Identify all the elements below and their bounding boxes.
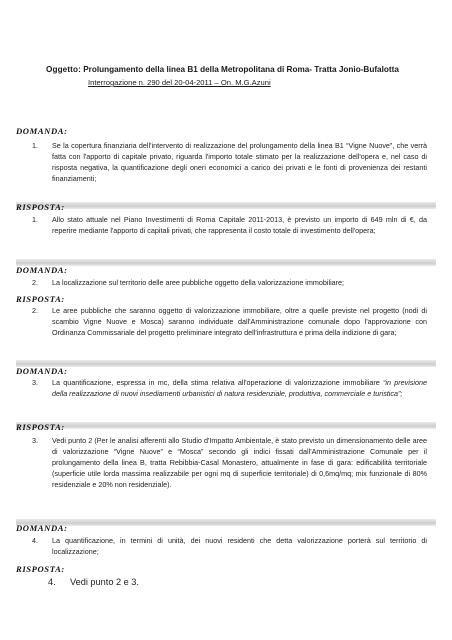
domanda-label-4: DOMANDA: [16, 523, 68, 533]
domanda-item-2 [32, 278, 427, 289]
domanda-label-2: DOMANDA: [16, 265, 68, 275]
risposta-label-4: RISPOSTA: [16, 564, 65, 574]
section-divider [16, 202, 436, 209]
item-text: La quantificazione, in termini di unità, dei nuovi residenti che detta valorizzazione porterà sul territorio di localizzazione; [52, 536, 427, 556]
subject-label: Oggetto: [46, 65, 81, 74]
section-divider [16, 259, 436, 266]
subject-text: Prolungamento della linea B1 della Metropolitana di Roma- Tratta Jonio-Bufalotta [83, 65, 399, 74]
domanda-item-1 [32, 141, 427, 185]
item-text: Allo stato attuale nel Piano Investimenti di Roma Capitale 2011-2013, è previsto un importo di 649 mln di €, da reperire mediante l'apporto di capitali privati, che rappresenta il costo totale di investimento dell'opera; [52, 215, 427, 235]
item-number: 3. [32, 436, 38, 445]
item-number: 1. [32, 141, 38, 150]
item-number: 1. [32, 215, 38, 224]
item-number: 4. [32, 536, 38, 545]
domanda-item-3 [32, 378, 427, 400]
domanda-label-1: DOMANDA: [16, 126, 68, 136]
item-text [52, 378, 427, 400]
interrogation-reference: Interrogazione n. 290 del 20-04-2011 – On. M.G.Azuni [88, 78, 271, 87]
subject-line [46, 64, 426, 75]
section-divider [16, 422, 436, 429]
risposta-label-3: RISPOSTA: [16, 422, 65, 432]
item-number: 2. [32, 278, 38, 287]
item-text: Le aree pubbliche che saranno oggetto di valorizzazione immobiliare, oltre a quelle previste nel progetto (nodi di scambio Vigne Nuove e Mosca) saranno individuate dall'Amministrazione comunale dopo l'approvazione con Ordinanza Commissariale del progetto preliminare integrato dell'infrastruttura e prima della indizione di gara; [52, 306, 427, 337]
item-text: Vedi punto 2 e 3. [70, 577, 139, 587]
item-text: Se la copertura finanziaria dell'intervento di realizzazione del prolungamento della linea B1 “Vigne Nuove”, che verrà fatta con l'apporto di capitale privato, riguarda l'importo totale stimato per la realizzazione dell'opera e, nel caso di risposta negativa, la quantificazione degli oneri economici a carico dei privati e le fonti di provenienza dei restanti finanziamenti; [52, 141, 427, 183]
risposta-label-1: RISPOSTA: [16, 202, 65, 212]
risposta-item-3 [32, 436, 427, 491]
section-divider [16, 519, 436, 526]
risposta-item-1 [32, 215, 427, 237]
item-text-regular: La quantificazione, espressa in mc, della stima relativa all'operazione di valorizzazione immobiliare [52, 378, 380, 387]
domanda-label-3: DOMANDA: [16, 366, 68, 376]
risposta-item-2 [32, 306, 427, 339]
section-divider [16, 360, 436, 367]
domanda-item-4 [32, 536, 427, 558]
item-number: 2. [32, 306, 38, 315]
item-text-italic: “in previsione della realizzazione di nuovi insediamenti urbanistici di natura residenziale, produttiva, commerciale e turistica”; [52, 378, 427, 398]
item-number: 3. [32, 378, 38, 387]
item-number: 4. [48, 577, 56, 587]
item-text: Vedi punto 2 (Per le analisi afferenti allo Studio d'Impatto Ambientale, è stato previsto un dimensionamento delle aree di valorizzazione “Vigne Nuove” e “Mosca” secondo gli indici fissati dall'Amministrazione Comunale per il prolungamento della linea B, tratta Rebibbia-Casal Monastero, attualmente in fase di gara: edificabilità territoriale (superficie utile lorda massima realizzabile per ogni mq di superficie territoriale) di 0,6mq/mq; mix funzionale di 80% residenziale e 20% non residenziale). [52, 436, 427, 489]
document-header [46, 64, 426, 87]
item-text: La localizzazione sul territorio delle aree pubbliche oggetto della valorizzazione immobiliare; [52, 278, 345, 287]
risposta-label-2: RISPOSTA: [16, 294, 65, 304]
risposta-item-4 [48, 577, 443, 588]
